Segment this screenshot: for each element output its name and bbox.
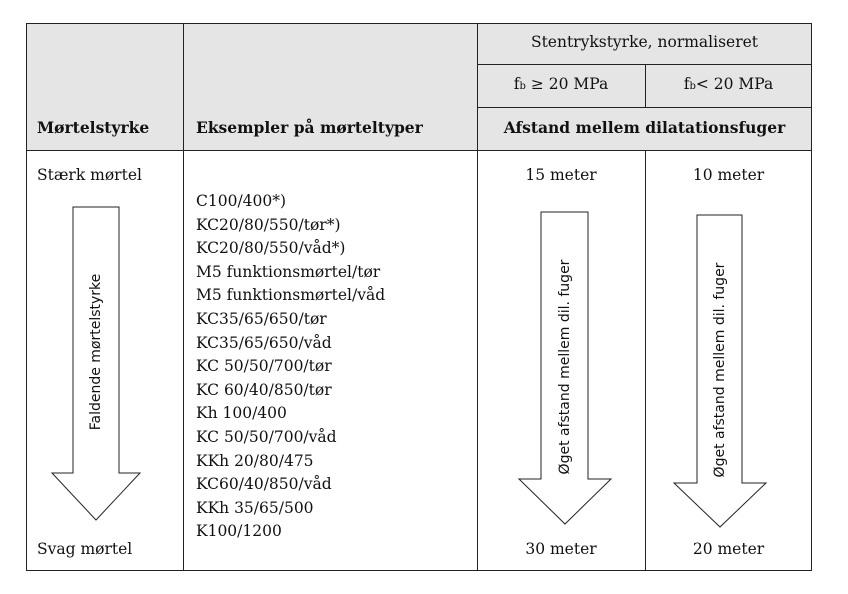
strong-mortar-label: Stærk mørtel (37, 166, 142, 184)
list-item: KC35/65/650/tør (196, 309, 327, 328)
mortar-type-list (196, 190, 385, 544)
header-sub-col-low: fb< 20 MPa (683, 75, 774, 93)
list-item: KKh 35/65/500 (196, 498, 314, 517)
header-col-distance: Afstand mellem dilatationsfuger (503, 118, 786, 137)
low-bottom-distance: 20 meter (692, 540, 765, 558)
list-item: KC60/40/850/våd (196, 475, 332, 494)
list-item: KKh 20/80/475 (196, 451, 314, 470)
header-sub-col-high: fb ≥ 20 MPa (513, 75, 609, 93)
high-arrow-label: Øget afstand mellem dil. fuger (557, 259, 573, 475)
list-item: KC 50/50/700/tør (196, 357, 332, 376)
list-item: Kh 100/400 (196, 404, 287, 423)
list-item: M5 funktionsmørtel/tør (196, 262, 381, 281)
list-item: KC20/80/550/tør*) (196, 215, 341, 234)
header-col-strength: Mørtelstyrke (37, 118, 150, 137)
strength-arrow-label: Faldende mørtelstyrke (88, 273, 104, 431)
list-item: KC 60/40/850/tør (196, 380, 332, 399)
list-item: KC 50/50/700/våd (196, 427, 337, 446)
list-item: C100/400*) (196, 192, 287, 210)
header-group-title: Stentrykstyrke, normaliseret (530, 33, 759, 51)
low-top-distance: 10 meter (692, 166, 765, 184)
header-col-examples: Eksempler på mørteltyper (196, 118, 423, 137)
list-item: KC20/80/550/våd*) (196, 239, 346, 258)
list-item: KC35/65/650/våd (196, 333, 332, 352)
low-arrow-label: Øget afstand mellem dil. fuger (712, 262, 728, 478)
high-bottom-distance: 30 meter (525, 540, 597, 558)
list-item: M5 funktionsmørtel/våd (196, 286, 386, 305)
high-top-distance: 15 meter (525, 166, 597, 184)
list-item: K100/1200 (196, 522, 282, 541)
weak-mortar-label: Svag mørtel (37, 540, 133, 558)
